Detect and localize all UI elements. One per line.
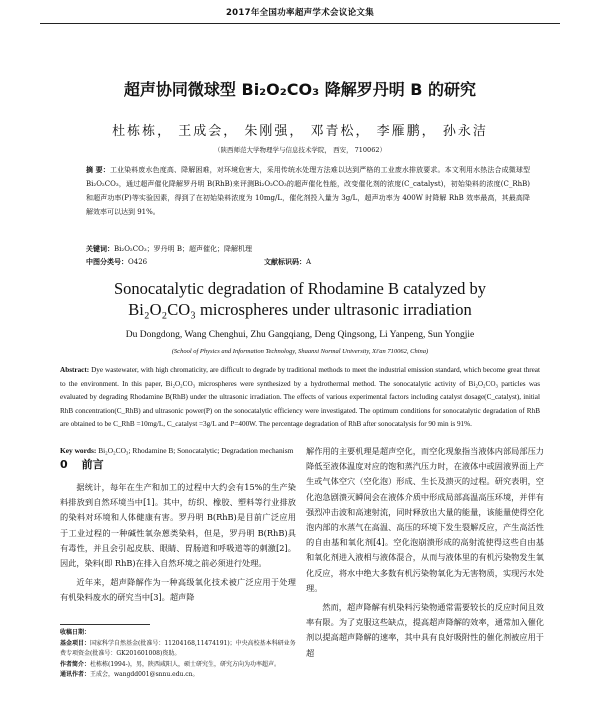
clc-label: 中图分类号： xyxy=(86,258,128,266)
keywords-chinese-label: 关键词： xyxy=(86,245,114,253)
running-header: 2017年全国功率超声学术会议论文集 xyxy=(225,8,375,18)
keywords-english-label: Key words: xyxy=(60,446,97,455)
doc-code-label: 文献标识码： xyxy=(264,258,306,266)
clc-value: O426 xyxy=(128,258,148,266)
abstract-chinese-text: 工业染料废水色度高、降解困难，对环境危害大，采用传统水处理方法难以达到严格的工业废水排放要求。本文利用水热法合成微球型Bi₂O₂CO₃，通过超声催化降解罗丹明 B(RhB)来评测Bi₂O₂CO₃的超声催化性能，改变催化剂的浓度(C_catalyst)，初始染料的浓度(C_RhB)和超声功率(P)等实验因素，得到了在初始染料浓度为 10mg/L，催化剂投入量为 3g/L，超声功率为 400W 时降解 RhB 效率最高，其最高降解效率可以达到 91%。 xyxy=(86,166,531,216)
affiliation-english: (School of Physics and Information Technology, Shaanxi Normal University, Xi'an 710062, China) xyxy=(171,348,429,355)
footnote-author xyxy=(60,660,296,671)
doc-code-value: A xyxy=(306,258,312,266)
paragraph: 近年来，超声降解作为一种高级氧化技术被广泛应用于处理有机染料废水的研究当中[3]。超声降 xyxy=(60,577,296,603)
footnote-text: 王成会，wangdd001@snnu.edu.cn。 xyxy=(90,671,199,678)
abstract-english-text: Dye wastewater, with high chromaticity, are difficult to degrade by traditional methods to meet the industrial emission standard, which become great threat to the environment. In this paper, Bi₂O₂CO₃ microspheres were synthesized by a hydrothermal method. The sonocatalytic activity of Bi₂O₂CO₃ particles was evaluated by degrading Rhodamine B(RhB) under the ultrasonic irradiation. The effects of various experimental factors including catalyst dosage(C_catalyst), initial RhB concentration(C_RhB) and ultrasonic power(P) on the sonocatalytic efficiency were investigated. The optimum conditions for sonocatalytic degradation of RhB are obtained to be C_RhB =10mg/L, C_catalyst =3g/L and P=400W. The percentage degradation of RhB after sonocatalysis for 90 min is 91%. xyxy=(60,366,540,429)
abstract-chinese xyxy=(86,163,530,219)
section-heading xyxy=(60,456,296,474)
footnote-funding xyxy=(60,639,296,660)
paragraph: 然而，超声降解有机染料污染物通常需要较长的反应时间且效率有限。为了克服这些缺点，提高超声降解的效率，通常加入催化剂以提高超声降解的速率，其中具有良好吸附性的催化剂被应用于超 xyxy=(306,602,544,658)
affiliation-chinese: （陕西师范大学物理学与信息技术学院， 西安， 710062） xyxy=(214,146,386,154)
section-number: 0 xyxy=(60,458,68,471)
paragraph: 据统计，每年在生产和加工的过程中大约会有15%的生产染料排放到自然环境当中[1]。其中，纺织、橡胶、塑料等行业排放的染料对环境和人体健康有害。罗丹明 B(RhB)是目前广泛应用于工业过程的一种碱性氧杂蒽类染料，但是，罗丹明 B(RhB)具有毒性，并且会引起皮肤、眼睛、胃肠道和呼吸道等的刺激[2]。因此，染料(即 RhB)在排入自然环境之前必须进行处理。 xyxy=(60,482,296,569)
footnote-received xyxy=(60,628,296,639)
footnote-label: 作者简介： xyxy=(60,660,91,668)
title-english xyxy=(40,278,560,320)
abstract-english xyxy=(60,364,540,432)
body-column-left xyxy=(60,456,296,610)
footnote-label: 收稿日期： xyxy=(60,629,91,636)
title-english-line1: Sonocatalytic degradation of Rhodamine B catalyzed by xyxy=(113,279,487,298)
classification-chinese xyxy=(86,256,530,269)
footnote-correspondence xyxy=(60,670,296,681)
abstract-chinese-label: 摘 要： xyxy=(86,166,110,174)
keywords-chinese-text: Bi₂O₂CO₃；罗丹明 B；超声催化；降解机理 xyxy=(114,245,253,253)
paragraph: 解作用的主要机理是超声空化，而空化现象指当液体内部局部压力降低至液体温度对应的饱和蒸汽压力时，在液体中或固液界面上产生或气体空穴（空化泡）形成、生长及溃灭的过程。研究表明，空化泡急剧溃灭瞬间会在液体介质中形成局部高温高压环境，并伴有强烈冲击波和高速射流，同时释放出大量的能量，该能量使得空化泡内部的水蒸气在高温、高压的环境下发生裂解反应，产生高活性的自由基和氧化剂[4]。空化泡崩溃形成的高射流使得这些自由基和氧化剂进入液相与液体混合，从而与液体里的有机污染物发生氧化反应，将水中绝大多数有机污染物氧化为无害物质，实现污水处理。 xyxy=(306,446,544,593)
abstract-english-label: Abstract: xyxy=(60,366,90,374)
footnote-text: 国家科学自然基金(批准号：11204168,11474191)；中央高校基本科研业务费专项资金(批准号：GK201601008)资助。 xyxy=(60,639,296,657)
header-rule xyxy=(40,23,560,24)
keywords-chinese xyxy=(86,243,530,256)
footnote-rule xyxy=(60,624,150,625)
footnote-text: 杜栋栋(1994-)，男，陕西咸阳人，硕士研究生，研究方向为功率超声。 xyxy=(90,660,280,668)
section-title: 前言 xyxy=(81,458,104,471)
footnotes xyxy=(60,628,296,681)
body-column-right xyxy=(306,444,544,665)
title-english-line2: Bi₂O₂CO₃ microspheres under ultrasonic irradiation xyxy=(128,300,472,319)
authors-english: Du Dongdong, Wang Chenghui, Zhu Gangqiang, Deng Qingsong, Li Yanpeng, Sun Yongjie xyxy=(125,330,475,340)
keywords-english-text: Bi₂O₂CO₃; Rhodamine B; Sonocatalytic; Degradation mechanism xyxy=(96,446,294,455)
footnote-label: 基金项目： xyxy=(60,639,91,647)
authors-chinese: 杜栋栋， 王成会， 朱刚强， 邓青松， 李雁鹏， 孙永洁 xyxy=(112,124,488,139)
title-chinese: 超声协同微球型 Bi₂O₂CO₃ 降解罗丹明 B 的研究 xyxy=(123,80,477,99)
footnote-label: 通讯作者： xyxy=(60,671,91,678)
